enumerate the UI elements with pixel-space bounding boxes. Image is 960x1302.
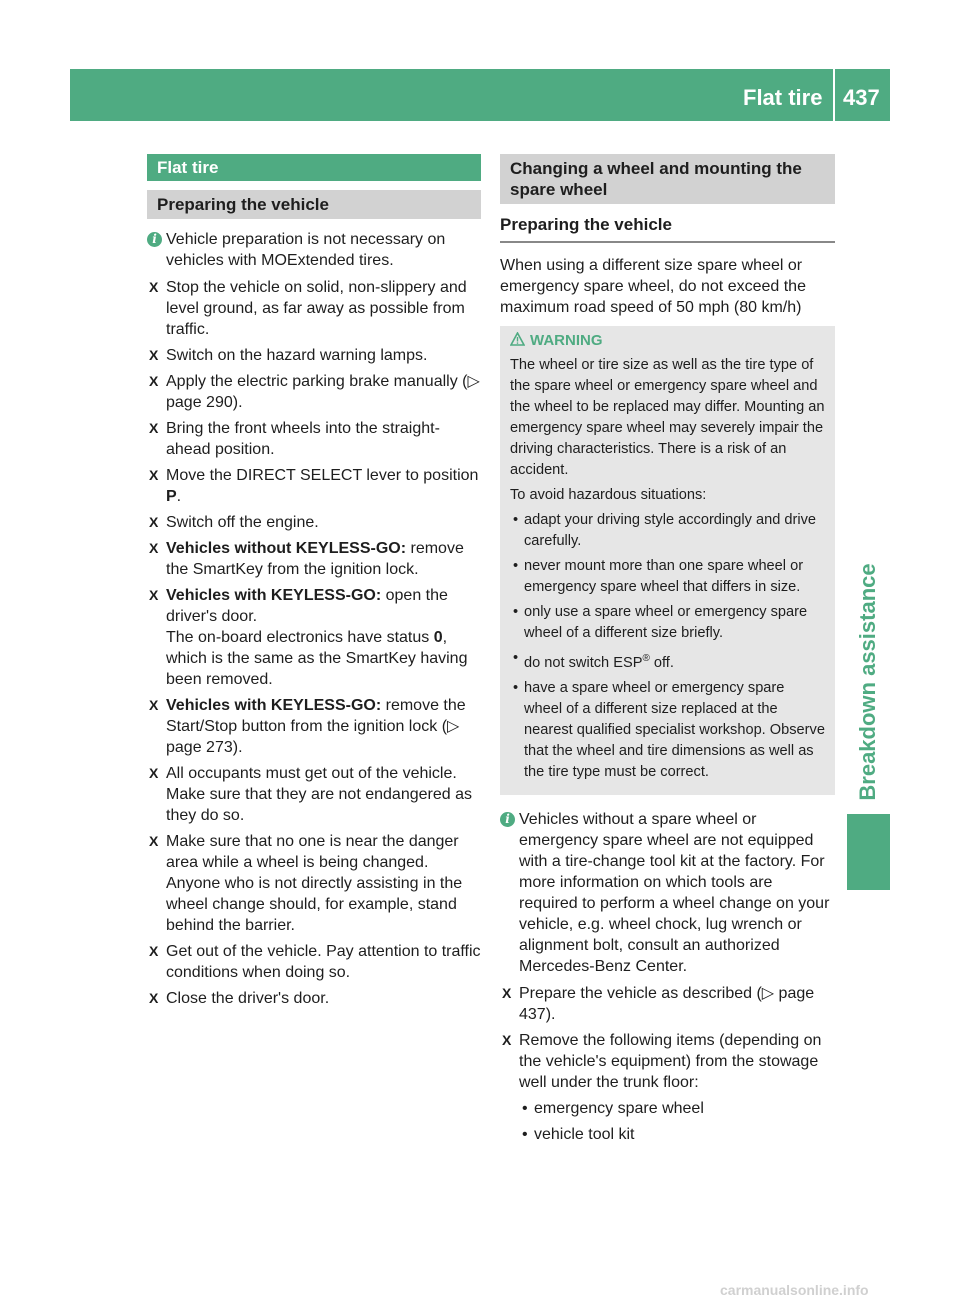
step-text: Prepare the vehicle as described (▷ page 437). [519, 984, 815, 1023]
step-text-bold: P [166, 488, 177, 505]
step-arrow-icon: X [149, 420, 159, 436]
list-item [519, 1098, 835, 1119]
warning-bullet [510, 510, 825, 552]
step-arrow-icon: X [149, 587, 159, 603]
info-note-text: Vehicles without a spare wheel or emergency spare wheel are not equipped with a tire-change tool kit at the factory. For more information on which tools are required to perform a wheel change on your vehicle, e.g. wheel chock, lug wrench or alignment bolt, consult an authorized Mercedes-Benz Center. [519, 810, 830, 975]
step-text: Move the DIRECT SELECT lever to position [166, 467, 479, 484]
bullet-dot: • [513, 512, 519, 528]
step-item [147, 695, 481, 758]
step-item [147, 763, 481, 826]
info-note [500, 809, 835, 977]
step-arrow-icon: X [149, 697, 159, 713]
bullet-text: only use a spare wheel or emergency spare wheel of a different size briefly. [524, 604, 808, 641]
step-item [147, 345, 481, 366]
step-arrow-icon: X [149, 347, 159, 363]
warning-bullet [510, 556, 825, 598]
step-item [147, 277, 481, 340]
step-arrow-icon: X [502, 984, 512, 1001]
warning-heading [510, 330, 825, 351]
step-arrow-icon: X [502, 1031, 512, 1048]
step-text-end: . [176, 488, 182, 505]
step-text: Apply the electric parking brake manually (▷ page 290). [166, 373, 480, 411]
bullet-dot: • [513, 558, 519, 574]
bullet-dot: • [513, 679, 519, 696]
bullet-dot: • [513, 650, 519, 666]
watermark: carmanualsonline.info [720, 1282, 869, 1298]
step-item [147, 538, 481, 580]
bullet-text: do not switch ESP [524, 654, 643, 671]
step-item [147, 465, 481, 507]
chapter-side-tab [847, 814, 890, 890]
bullet-text: have a spare wheel or emergency spare wheel of a different size replaced at the nearest qualified specialist workshop. Observe that the wheel and tire dimensions as well as the tire type must be correct. [524, 679, 825, 780]
step-item [147, 585, 481, 690]
step-text: Switch off the engine. [166, 514, 319, 531]
bullet-dot: • [522, 1099, 528, 1117]
step-text: Bring the front wheels into the straight-ahead position. [166, 420, 440, 458]
step-text: remove the SmartKey from the ignition lock. [166, 540, 464, 578]
list-item-text: emergency spare wheel [534, 1099, 704, 1117]
header-divider [833, 69, 835, 121]
bullet-text: never mount more than one spare wheel or emergency spare wheel that differs in size. [524, 558, 804, 595]
warning-bullet [510, 602, 825, 644]
right-column [500, 154, 835, 1150]
step-arrow-icon: X [149, 467, 159, 483]
step-text: The on-board electronics have status [166, 629, 434, 646]
list-item-text: vehicle tool kit [534, 1125, 635, 1143]
step-text-bold: Vehicles with KEYLESS-GO: [166, 587, 382, 604]
list-item [519, 1124, 835, 1145]
step-arrow-icon: X [149, 514, 159, 530]
step-item [500, 1030, 835, 1145]
bullet-dot: • [522, 1125, 528, 1143]
info-icon: i [147, 232, 162, 247]
section-heading-flat-tire: Flat tire [147, 154, 481, 181]
warning-triangle-icon [510, 331, 525, 352]
bullet-text: adapt your driving style accordingly and drive carefully. [524, 512, 817, 549]
step-arrow-icon: X [149, 279, 159, 295]
chapter-side-label: Breakdown assistance [855, 563, 880, 801]
step-text: Switch on the hazard warning lamps. [166, 347, 428, 364]
step-item [147, 371, 481, 413]
step-text-bold: Vehicles without KEYLESS-GO: [166, 540, 407, 557]
step-text: open the driver's door. [166, 587, 448, 625]
page-header-bar [70, 69, 890, 121]
step-text: Make sure that no one is near the danger area while a wheel is being changed. Anyone who is not directly assisting in the wheel change should, for example, stand behind the barrier. [166, 833, 463, 934]
step-arrow-icon: X [149, 765, 159, 781]
step-text: remove the Start/Stop button from the ignition lock (▷ page 273). [166, 697, 466, 756]
info-icon: i [500, 812, 515, 827]
step-item [147, 512, 481, 533]
step-arrow-icon: X [149, 990, 159, 1006]
step-arrow-icon: X [149, 833, 159, 849]
step-text-bold: 0 [433, 629, 443, 646]
bullet-text-end: off. [649, 654, 674, 671]
header-title: Flat tire [743, 85, 823, 110]
bullet-dot: • [513, 604, 519, 620]
step-text: All occupants must get out of the vehicle. Make sure that they are not endangered as they do so. [166, 765, 472, 824]
info-note-text: Vehicle preparation is not necessary on vehicles with MOExtended tires. [166, 231, 446, 269]
warning-title: WARNING [530, 332, 603, 349]
step-text: Close the driver's door. [166, 990, 330, 1007]
step-item [147, 988, 481, 1009]
left-column [147, 154, 481, 1014]
step-arrow-icon: X [149, 943, 159, 959]
step-item [147, 831, 481, 936]
warning-paragraph: The wheel or tire size as well as the tire type of the spare wheel or emergency spare wheel and the wheel to be replaced may differ. Mounting an emergency spare wheel may severely impair the driving characteristics. There is a risk of an accident. [510, 357, 825, 478]
registered-mark: ® [642, 653, 650, 664]
warning-bullet [510, 678, 825, 783]
step-text: Stop the vehicle on solid, non-slippery and level ground, as far away as possible from traffic. [166, 279, 467, 338]
section-heading-changing-wheel: Changing a wheel and mounting the spare wheel [500, 154, 835, 204]
warning-box [500, 326, 835, 795]
subsection-heading-preparing: Preparing the vehicle [147, 190, 481, 219]
step-item [147, 941, 481, 983]
step-text: , which is the same as the SmartKey having been removed. [166, 629, 468, 688]
info-note [147, 229, 481, 271]
subheading-preparing: Preparing the vehicle [500, 214, 835, 243]
step-arrow-icon: X [149, 373, 159, 389]
step-text: Remove the following items (depending on the vehicle's equipment) from the stowage well under the trunk floor: [519, 1031, 822, 1091]
intro-paragraph: When using a different size spare wheel or emergency spare wheel, do not exceed the maximum road speed of 50 mph (80 km/h) [500, 257, 806, 316]
step-text: Get out of the vehicle. Pay attention to traffic conditions when doing so. [166, 943, 481, 981]
step-item [147, 418, 481, 460]
warning-bullet [510, 648, 825, 674]
step-text-bold: Vehicles with KEYLESS-GO: [166, 697, 382, 714]
step-arrow-icon: X [149, 540, 159, 556]
step-item [500, 983, 835, 1025]
page-number: 437 [843, 85, 880, 110]
warning-paragraph: To avoid hazardous situations: [510, 487, 707, 503]
